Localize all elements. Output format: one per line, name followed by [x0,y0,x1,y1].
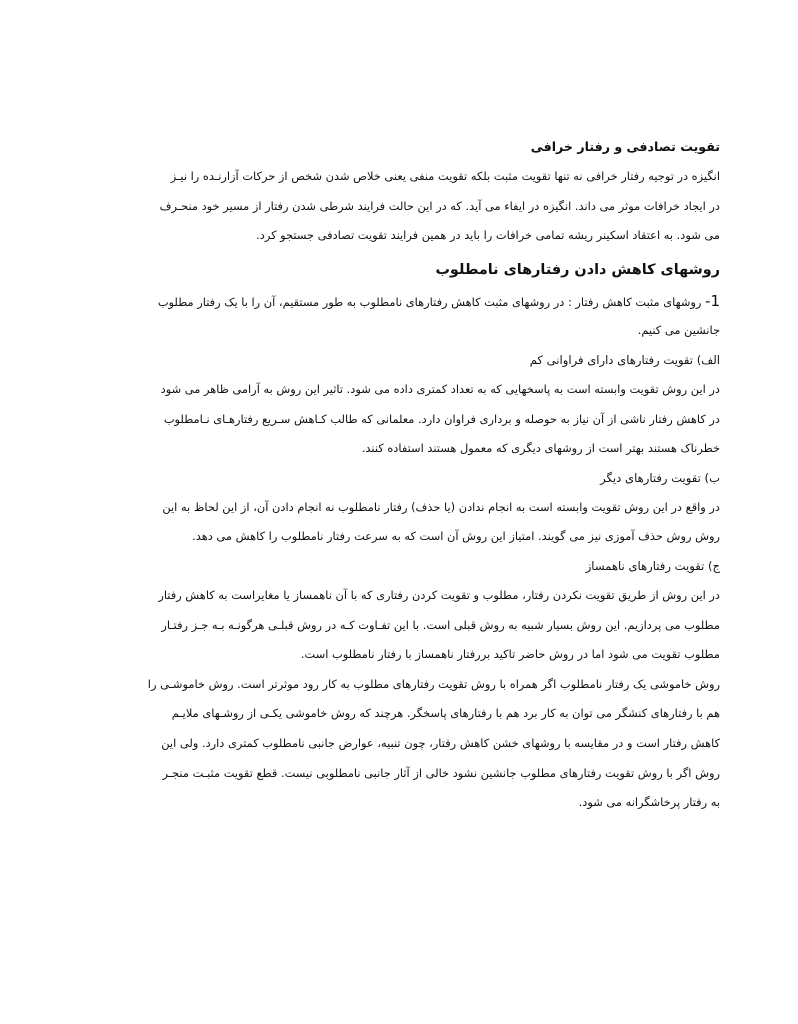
paragraph-line: خطرناک هستند بهتر است از روشهای دیگری که معمول هستند استفاده کنند. [361,441,720,456]
paragraph-line: در واقع در این روش تقویت وابسته است به انجام ندادن (یا حذف) رفتار نامطلوب نه انجام دادن آن، از این لحاظ به این [162,499,720,514]
paragraph-line: در این روش تقویت وابسته است به پاسخهایی که به تعداد کمتری داده می شود. تاثیر این روش به آرامی ظاهر می شود [160,381,720,396]
paragraph-line: در این روش از طریق تقویت نکردن رفتار، مطلوب و تقویت کردن رفتاری که با آن ناهمساز یا مغایراست به کاهش رفتار [158,587,720,602]
paragraph-line: در ایجاد خرافات موثر می داند. انگیزه در ایفاء می آید. که در این حالت فرایند شرطی شدن رفتار از مسیر خود منحـرف [159,198,720,213]
document-body [78,132,720,818]
paragraph-line: در کاهش رفتار ناشی از آن نیاز به حوصله و برداری فراوان دارد. معلمانی که طالب کـاهش سـریع رفتارهـای نـامطلوب [163,411,720,426]
section-heading-reduction-methods: روشهای کاهش دادن رفتارهای نامطلوب [435,261,720,278]
subheading-c: ج) تقویت رفتارهای ناهمساز [585,558,720,573]
paragraph-line: روش اگر با روش تقویت رفتارهای مطلوب جانشین نشود خالی از آثار جانبی نامطلوبی نیست. قطع تقویت مثبـت منجـر [162,765,720,780]
numbered-item-line [78,287,720,317]
paragraph-line: می شود. به اعتقاد اسکینر ریشه تمامی خرافات را باید در همین فرایند تقویت تصادفی جستجو کرد. [256,228,720,243]
section-heading-random-reinforcement: تقویت تصادفی و رفتار خرافی [530,139,720,154]
paragraph-line: کاهش رفتار است و در مقایسه با روشهای خشن کاهش رفتار، چون تنبیه، عوارض جانبی نامطلوب کمتری دارد. ولی این [161,735,720,750]
paragraph-line: روش خاموشی یک رفتار نامطلوب اگر همراه با روش تقویت رفتارهای مطلوب به کار رود موثرتر است. روش خاموشـی را [147,676,720,691]
item-text: روشهای مثبت کاهش رفتار : در روشهای مثبت کاهش رفتارهای نامطلوب به طور مستقیم، آن را با یک رفتار مطلوب [157,294,702,309]
subheading-a: الف) تقویت رفتارهای دارای فراوانی کم [529,352,720,367]
paragraph-line: مطلوب تقویت می شود اما در روش حاضر تاکید بررفتار ناهمساز با رفتار نامطلوب است. [300,647,720,662]
paragraph-line: به رفتار پرخاشگرانه می شود. [578,795,720,810]
paragraph-line: روش روش حذف آموزی نیز می گویند. امتیاز این روش آن است که به سرعت رفتار نامطلوب را کاهش می دهد. [192,529,720,544]
paragraph-line: انگیزه در توجیه رفتار خرافی نه تنها تقویت مثبت بلکه تقویت منفی یعنی خلاص شدن شخص از حرکات آزارنـده را نیـز [170,169,720,183]
subheading-b: ب) تقویت رفتارهای دیگر [600,470,720,485]
paragraph-line: مطلوب می پردازیم. این روش بسیار شبیه به روش قبلی است. با این تفـاوت کـه در روش قبلـی هرگونـه بـه جـز رفتـار [161,617,720,632]
paragraph-line: جانشین می کنیم. [637,323,720,338]
item-number: 1- [705,291,720,310]
paragraph-line: هم با رفتارهای کنشگر می توان به کار برد هم با رفتارهای پاسخگر. هرچند که روش خاموشی یکـی از روشـهای ملایـم [171,706,720,721]
